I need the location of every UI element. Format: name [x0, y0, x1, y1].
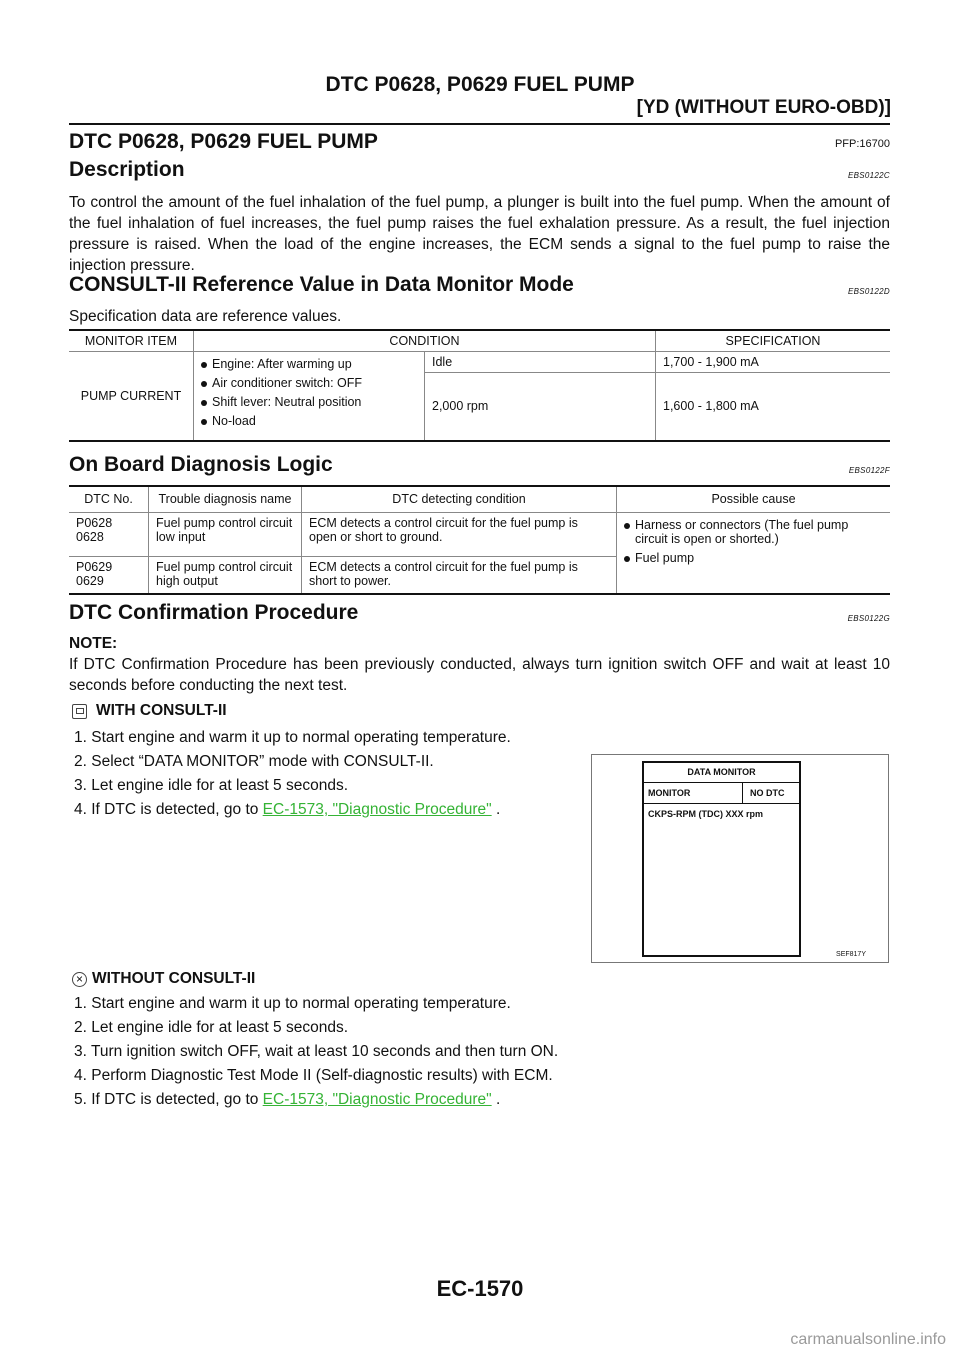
table-header: SPECIFICATION — [656, 330, 891, 352]
consult-heading: CONSULT-II Reference Value in Data Monitor Mode — [69, 273, 574, 296]
spec-cell: 1,700 - 1,900 mA — [656, 352, 891, 373]
screen-header-row — [644, 783, 799, 804]
consult-note: Specification data are reference values. — [69, 308, 342, 325]
obd-heading: On Board Diagnosis Logic — [69, 453, 333, 476]
consult-code: EBS0122D — [848, 287, 890, 296]
screen-value-row: CKPS-RPM (TDC) XXX rpm — [648, 809, 764, 819]
pfp-code: PFP:16700 — [834, 138, 890, 150]
list-item: 2. Let engine idle for at least 5 seconds. — [74, 1019, 349, 1036]
list-item: 3. Let engine idle for at least 5 seconds. — [74, 777, 349, 794]
step-text: 5. If DTC is detected, go to — [74, 1091, 263, 1108]
with-consult-steps — [74, 726, 511, 822]
consult-reference-table — [69, 329, 890, 442]
table-row — [69, 352, 890, 373]
list-item: 4. Perform Diagnostic Test Mode II (Self-diagnostic results) with ECM. — [74, 1067, 553, 1084]
list-item: Air conditioner switch: OFF — [201, 376, 417, 390]
screen-col-monitor: MONITOR — [648, 788, 691, 798]
list-item — [74, 1088, 558, 1112]
list-item: 3. Turn ignition switch OFF, wait at least 10 seconds and then turn ON. — [74, 1043, 559, 1060]
without-consult-label: WITHOUT CONSULT-II — [92, 970, 256, 987]
obd-code: EBS0122F — [848, 466, 890, 475]
with-consult-label: WITH CONSULT-II — [96, 702, 227, 719]
table-header: MONITOR ITEM — [69, 330, 194, 352]
description-text: To control the amount of the fuel inhalation of the fuel pump, a plunger is built into the fuel pump. When the amount of the fuel inhalation of fuel increases, the fuel pump raises the fuel exhalation pressure. As a result, the fuel injection pressure is raised. When the load of the engine increases, the ECM sends a signal to the fuel pump to raise the injection pressure. — [69, 194, 890, 274]
spec-cell: 1,600 - 1,800 mA — [656, 373, 891, 441]
step-suffix: . — [491, 801, 501, 818]
condition-list-cell — [194, 352, 425, 441]
step-suffix: . — [491, 1091, 501, 1108]
step-text: 4. If DTC is detected, go to — [74, 801, 263, 818]
table-header: CONDITION — [194, 330, 656, 352]
table-header-row — [69, 486, 890, 512]
table-row — [69, 512, 890, 556]
condition-cell: Idle — [425, 352, 656, 373]
page-header-subtitle: [YD (WITHOUT EURO-OBD)] — [636, 97, 891, 118]
confirm-code: EBS0122G — [847, 614, 890, 623]
header-rule — [69, 123, 890, 125]
page-header-title: DTC P0628, P0629 FUEL PUMP — [325, 73, 635, 96]
list-item: Fuel pump — [624, 551, 883, 565]
detecting-condition-cell: ECM detects a control circuit for the fuel pump is short to power. — [302, 556, 617, 594]
page-number: EC-1570 — [436, 1276, 524, 1301]
consult-tool-icon — [72, 704, 87, 719]
detecting-condition-cell: ECM detects a control circuit for the fuel pump is open or short to ground. — [302, 512, 617, 556]
dtc-number-alt: 0628 — [76, 529, 104, 544]
watermark: carmanualsonline.info — [790, 1331, 946, 1348]
monitor-item-cell: PUMP CURRENT — [69, 352, 194, 441]
list-item — [74, 798, 511, 822]
confirm-heading: DTC Confirmation Procedure — [69, 601, 359, 624]
note-text: If DTC Confirmation Procedure has been previously conducted, always turn ignition switch OFF and wait at least 10 seconds before conducting the next test. — [69, 656, 890, 694]
table-header: DTC detecting condition — [302, 486, 617, 512]
list-item: 2. Select “DATA MONITOR” mode with CONSULT-II. — [74, 753, 434, 770]
screen-col-status: NO DTC — [750, 788, 785, 798]
without-consult-steps — [74, 992, 558, 1112]
condition-cell: 2,000 rpm — [425, 373, 656, 441]
consult-screen — [642, 761, 801, 957]
dtc-number: P0628 — [76, 515, 113, 530]
table-header: Trouble diagnosis name — [149, 486, 302, 512]
list-item: Engine: After warming up — [201, 357, 417, 371]
figure-code: SEF817Y — [836, 951, 866, 958]
diagnostic-procedure-link[interactable]: EC-1573, "Diagnostic Procedure" — [262, 801, 492, 818]
screen-divider — [742, 783, 743, 803]
dtc-number-alt: 0629 — [76, 573, 104, 588]
screen-title: DATA MONITOR — [644, 763, 799, 783]
diagnosis-name-cell: Fuel pump control circuit high output — [149, 556, 302, 594]
diagnostic-procedure-link[interactable]: EC-1573, "Diagnostic Procedure" — [262, 1091, 492, 1108]
list-item: Harness or connectors (The fuel pump circuit is open or shorted.) — [624, 518, 883, 546]
list-item: Shift lever: Neutral position — [201, 395, 417, 409]
dtc-cell — [69, 512, 149, 556]
description-heading: Description — [69, 158, 185, 181]
obd-logic-table — [69, 485, 890, 595]
list-item: 1. Start engine and warm it up to normal operating temperature. — [74, 995, 511, 1012]
possible-cause-cell — [617, 512, 891, 594]
no-consult-icon: × — [72, 972, 87, 987]
list-item: No-load — [201, 414, 417, 428]
list-item: 1. Start engine and warm it up to normal operating temperature. — [74, 729, 511, 746]
description-code: EBS0122C — [848, 171, 890, 180]
note-label: NOTE: — [69, 635, 118, 652]
table-header: Possible cause — [617, 486, 891, 512]
main-title: DTC P0628, P0629 FUEL PUMP — [69, 130, 378, 153]
data-monitor-figure — [591, 754, 889, 963]
dtc-cell — [69, 556, 149, 594]
diagnosis-name-cell: Fuel pump control circuit low input — [149, 512, 302, 556]
dtc-number: P0629 — [76, 559, 113, 574]
table-header-row — [69, 330, 890, 352]
table-header: DTC No. — [69, 486, 149, 512]
